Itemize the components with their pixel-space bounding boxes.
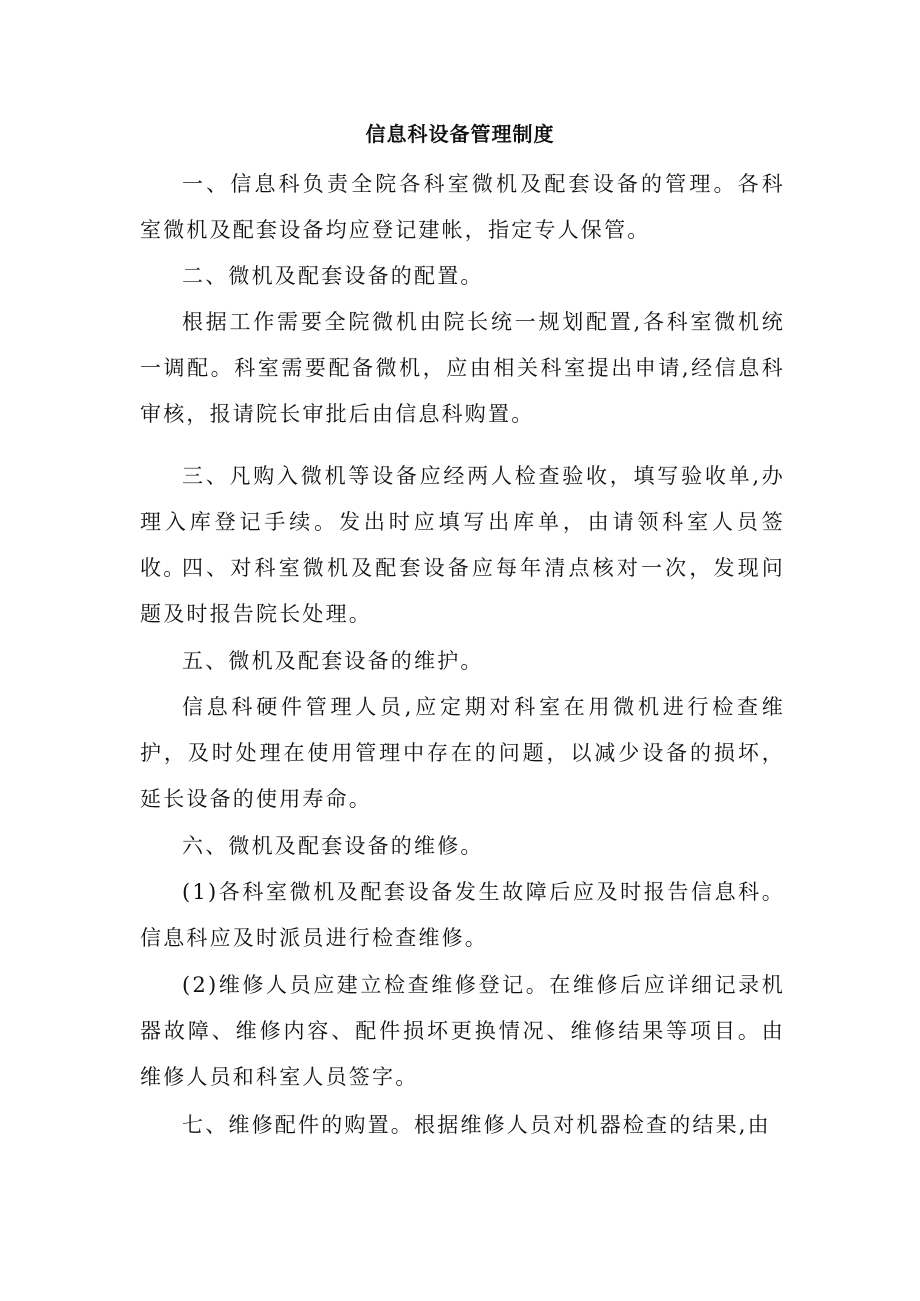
paragraph-4: 三、凡购入微机等设备应经两人检查验收，填写验收单,办理入库登记手续。发出时应填写出库单，由请领科室人员签收。 <box>140 464 785 580</box>
paragraph-10: (2)维修人员应建立检查维修登记。在维修后应详细记录机器故障、维修内容、配件损坏更换情况、维修结果等项目。由维修人员和科室人员签字。 <box>140 973 785 1089</box>
paragraph-5: 四、对科室微机及配套设备应每年清点核对一次，发现问题及时报告院长处理。 <box>140 556 785 626</box>
paragraph-11: 七、维修配件的购置。根据维修人员对机器检查的结果,由 <box>182 1113 771 1137</box>
paragraph-7: 信息科硬件管理人员,应定期对科室在用微机进行检查维护，及时处理在使用管理中存在的问题，以减少设备的损坏，延长设备的使用寿命。 <box>140 695 785 811</box>
paragraph-6: 五、微机及配套设备的维护。 <box>182 649 484 673</box>
paragraph-2: 二、微机及配套设备的配置。 <box>182 264 484 288</box>
paragraph-9: (1)各科室微机及配套设备发生故障后应及时报告信息科。信息科应及时派员进行检查维修。 <box>140 880 785 950</box>
paragraph-1: 一、信息科负责全院各科室微机及配套设备的管理。各科室微机及配套设备均应登记建帐，指定专人保管。 <box>140 172 785 242</box>
document-title: 信息科设备管理制度 <box>365 122 555 146</box>
paragraph-3: 根据工作需要全院微机由院长统一规划配置,各科室微机统一调配。科室需要配备微机，应由相关科室提出申请,经信息科审核，报请院长审批后由信息科购置。 <box>140 310 785 426</box>
paragraph-8: 六、微机及配套设备的维修。 <box>182 834 484 858</box>
